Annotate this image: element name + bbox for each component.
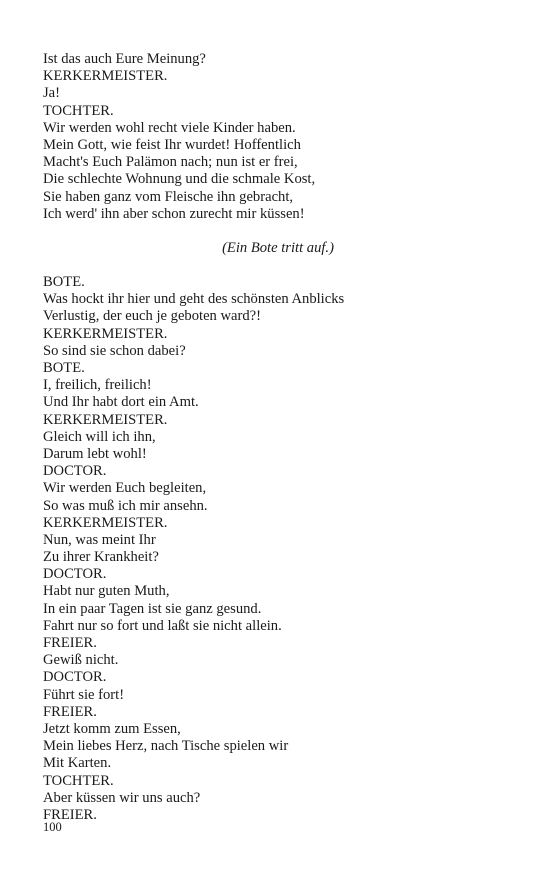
text-line: Fahrt nur so fort und laßt sie nicht allein.: [43, 617, 282, 634]
text-line: Gleich will ich ihn,: [43, 428, 156, 445]
speaker-label: TOCHTER.: [43, 772, 114, 789]
text-line: Ich werd' ihn aber schon zurecht mir küssen!: [43, 205, 305, 222]
text-line: Was hockt ihr hier und geht des schönsten Anblicks: [43, 291, 345, 308]
text-line: Ist das auch Eure Meinung?: [43, 51, 206, 67]
speaker-label: FREIER.: [43, 806, 97, 823]
speaker-label: KERKERMEISTER.: [43, 411, 168, 428]
text-line: Führt sie fort!: [43, 686, 125, 703]
speaker-label: DOCTOR.: [43, 566, 107, 583]
text-line: I, freilich, freilich!: [43, 377, 152, 394]
text-line: Zu ihrer Krankheit?: [43, 549, 159, 566]
text-line: Mein liebes Herz, nach Tische spielen wir: [43, 738, 289, 755]
stage-direction: (Ein Bote tritt auf.): [222, 239, 334, 256]
text-line: Mein Gott, wie feist Ihr wurdet! Hoffentlich: [43, 136, 301, 153]
text-line: Nun, was meint Ihr: [43, 531, 156, 548]
dialogue-block-2: [43, 274, 513, 824]
text-line: Habt nur guten Muth,: [43, 583, 170, 600]
spacer: [43, 257, 513, 274]
speaker-label: KERKERMEISTER.: [43, 514, 168, 531]
text-line: Sie haben ganz vom Fleische ihn gebracht,: [43, 188, 294, 205]
text-line: Macht's Euch Palämon nach; nun ist er frei,: [43, 154, 298, 171]
speaker-label: BOTE.: [43, 274, 85, 291]
speaker-label: DOCTOR.: [43, 669, 107, 686]
speaker-label: KERKERMEISTER.: [43, 325, 168, 342]
text-line: Wir werden Euch begleiten,: [43, 480, 207, 497]
text-line: Die schlechte Wohnung und die schmale Kost,: [43, 171, 316, 188]
text-line: So was muß ich mir ansehn.: [43, 497, 208, 514]
speaker-label: KERKERMEISTER.: [43, 68, 168, 85]
text-line: Ja!: [43, 85, 61, 102]
text-line: Jetzt komm zum Essen,: [43, 720, 181, 737]
text-line: So sind sie schon dabei?: [43, 342, 186, 359]
text-line: Gewiß nicht.: [43, 652, 119, 669]
text-line: Und Ihr habt dort ein Amt.: [43, 394, 199, 411]
text-line: Wir werden wohl recht viele Kinder haben.: [43, 119, 296, 136]
speaker-label: BOTE.: [43, 360, 85, 376]
text-line: Mit Karten.: [43, 755, 112, 772]
speaker-label: DOCTOR.: [43, 463, 107, 480]
speaker-label: FREIER.: [43, 703, 97, 720]
text-line: Verlustig, der euch je geboten ward?!: [43, 308, 262, 325]
text-line: In ein paar Tagen ist sie ganz gesund.: [43, 600, 262, 617]
speaker-label: TOCHTER.: [43, 102, 114, 119]
page-number: 100: [43, 820, 62, 834]
dialogue-block-1: [43, 51, 513, 223]
spacer: [43, 223, 513, 240]
text-line: Darum lebt wohl!: [43, 445, 147, 462]
text-line: Aber küssen wir uns auch?: [43, 789, 201, 806]
text-column: [43, 51, 513, 824]
speaker-label: FREIER.: [43, 635, 97, 651]
